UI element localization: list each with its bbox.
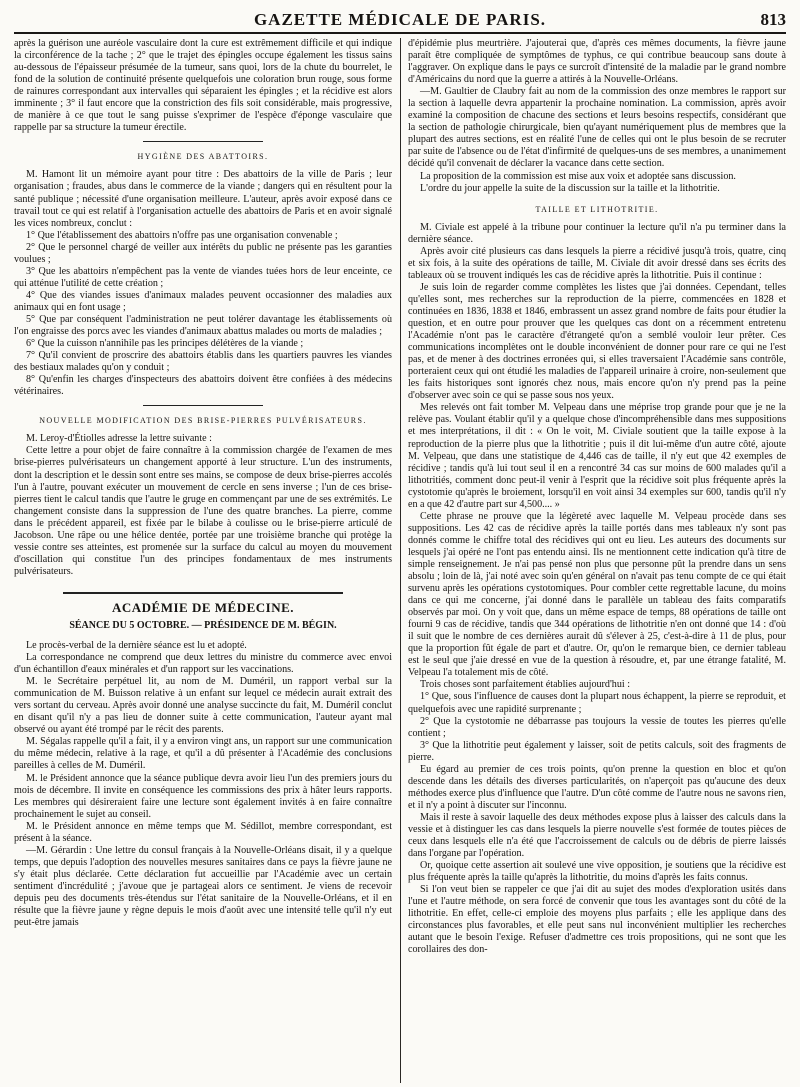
taille-paragraph: Après avoir cité plusieurs cas dans lesquels la pierre a récidivé jusqu'à trois, quatre, cinq et six fois, à la suite des opérations de taille, M. Civiale dit avoir dressé dans ses écrits des tableaux où se trouvent indiqués les cas de récidive après la lithotritie. Puis il continue : (408, 245, 786, 281)
hygiene-item: 4° Que des viandes issues d'animaux malades peuvent occasionner des maladies aux animaux qui en font usage ; (14, 289, 392, 313)
taille-paragraph: Or, quoique cette assertion ait soulevé une vive opposition, je soutiens que la récidive est plus fréquente après la taille qu'après la lithotritie, du moins d'après les faits connus. (408, 860, 786, 884)
column-divider (400, 38, 401, 1083)
section-divider (143, 405, 263, 406)
taille-paragraph: Je suis loin de regarder comme complètes les listes que j'ai données. Cependant, telles qu'elles sont, mes recherches sur la reproduction de la pierre, commencées en 1828 et continuées en 1836, 1838 et 1846, embrassent un assez grand nombre de faits pour étudier la question, et en outre pour prouver que les quelques cas dont on a récemment entretenu l'Académie n'ont pas le caractère d'étrangeté qu'on a semblé vouloir leur prêter. Ces communications incomplètes ont le double inconvénient de donner pour rare ce qui ne l'est pas, et de mener à des doctrines erronées qui, si elles traversaient l'Académie sans contrôle, porteraient ceux qui ont étudié les maladies de l'appareil urinaire à croire, non-seulement que les faits historiques sont ignorés chez nous, mais encore qu'on n'y prend pas la peine d'observer avec soin ce qui se passe sous nos yeux. (408, 281, 786, 402)
taille-paragraph: Si l'on veut bien se rappeler ce que j'ai dit au sujet des modes d'exploration usités dans l'une et l'autre méthode, on sera forcé de convenir que tous les avantages sont du côté de la lithotritie. En effet, celle-ci emploie des moyens plus parfaits ; elle les applique dans des circonstances plus favorables, et elle peut sans nul inconvénient multiplier les recherches autant que le besoin l'exige. Refuser d'admettre ces trois propositions, qui ne sont que les corollaires des don- (408, 884, 786, 956)
vote-paragraph: La proposition de la commission est mise aux voix et adoptée sans discussion. (420, 170, 736, 182)
academy-paragraph: La correspondance ne comprend que deux lettres du ministre du commerce avec envoi d'un échantillon d'eaux minérales et d'un rapport sur les vaccinations. (14, 652, 392, 676)
taille-item: 2° Que la cystotomie ne débarrasse pas toujours la vessie de toutes les pierres qu'elle contient ; (408, 715, 786, 739)
section-heading-hygiene: HYGIÈNE DES ABATTOIRS. (137, 152, 269, 162)
academy-paragraph: M. Ségalas rappelle qu'il a fait, il y a environ vingt ans, un rapport sur une communication du même médecin, relative à la rage, et qu'il a dû présenter à l'Académie des conclusions pareilles à celles de M. Duméril. (14, 736, 392, 772)
columns (14, 38, 786, 1083)
order-of-day-paragraph: L'ordre du jour appelle la suite de la discussion sur la taille et la lithotritie. (420, 182, 720, 194)
academy-paragraph: M. le Secrétaire perpétuel lit, au nom de M. Duméril, un rapport verbal sur la communication de M. Buisson relative à un enfant sur lequel ce médecin aurait extrait des vers sortant du cerveau. Après avoir donné une analyse succincte du fait, M. Duméril conclut en disant qu'il n'y a pas lieu de donner suite à cette communication, l'auteur ayant mal observé ou ayant été trompé par le récit des parents. (14, 676, 392, 736)
hygiene-item: 1° Que l'établissement des abattoirs n'offre pas une organisation convenable ; (26, 229, 338, 241)
taille-paragraph: Mes relevés ont fait tomber M. Velpeau dans une méprise trop grande pour que je ne la relève pas. Voulant établir qu'il y a quelque chose d'incompréhensible dans mes suppositions et mes interprétations, il dit : « On le voit, M. Civiale soutient que la taille expose à la reproduction de la pierre plus que la lithotritie ; puis il dit lui-même d'un autre côté, ajoute M. Velpeau, que dans une statistique de 4,446 cas de taille, il n'y eut que 42 exemples de récidive ; tandis qu'à lui tout seul il en a rencontré 34 cas sur moins de 600 malades qu'il a lithotritiés, comment donc peut-il venir à l'esprit que la récidive soit plus fréquente après la cystotomie qu'après le broiement, lorsqu'il en voit ainsi 34 exemples sur 600, tandis qu'il n'y en a que 42 d'autre part sur 4,500.... » (408, 402, 786, 510)
hygiene-item: 6° Que la cuisson n'annihile pas les principes délétères de la viande ; (26, 338, 304, 350)
taille-paragraph: Eu égard au premier de ces trois points, qu'on prenne la question en bloc et qu'on descende dans les détails des diverses particularités, on n'aperçoit pas qu'aucune des deux méthodes exerce plus d'influence que l'autre. D'un côté comme de l'autre nous ne savons rien, et il n'y a point à discuter sur l'inconnu. (408, 763, 786, 811)
journal-title: GAZETTE MÉDICALE DE PARIS. (253, 10, 547, 29)
seance-line: SÉANCE DU 5 OCTOBRE. — PRÉSIDENCE DE M. BÉGIN. (69, 619, 337, 631)
hygiene-item: 5° Que par conséquent l'administration ne peut tolérer davantage les établissements où l'on engraisse des porcs avec les viandes d'animaux abattus malades ou morts de maladies ; (14, 313, 392, 338)
brise-pierres-intro: M. Leroy-d'Étiolles adresse la lettre suivante : (26, 433, 212, 445)
taille-item: 1° Que, sous l'influence de causes dont la plupart nous échappent, la pierre se reproduit, et quelquefois avec une rapidité surprenante ; (408, 691, 786, 715)
hygiene-item: 2° Que le personnel chargé de veiller aux intérêts du public ne présente pas les garanties voulues ; (14, 241, 392, 265)
section-divider (143, 141, 263, 142)
academy-paragraph: M. le Président annonce en même temps que M. Sédillot, membre correspondant, est présent à la séance. (14, 820, 392, 844)
page-number: 813 (760, 10, 786, 29)
section-heading-brise-pierres: NOUVELLE MODIFICATION DES BRISE-PIERRES PULVÉRISATEURS. (39, 416, 367, 426)
hygiene-intro: M. Hamont lit un mémoire ayant pour titre : Des abattoirs de la ville de Paris ; leur organisation ; fraudes, abus dans le commerce de la viande ; dangers qui en résultent pour la santé publique ; nécessité d'une organisation meilleure. L'auteur, après avoir exposé dans ce travail tout ce qui est relatif à l'organisation actuelle des abattoirs de Paris et en avoir signalé les vices nombreux, conclut : (14, 169, 392, 229)
brise-pierres-body: Cette lettre a pour objet de faire connaître à la commission chargée de l'examen de mes brise-pierres pulvérisateurs un changement apporté à leur structure. L'un des instruments, dont la description et le dessin sont entre ses mains, se compose de deux brise-pierres accolés l'un à l'autre, pouvant exécuter un mouvement de cercle en sens inverse ; l'un de ces brise-pierres tient le calcul tandis que l'autre le gruge en commençant par une de ses extrémités. Le changement consiste dans la suppression de l'une des quatre branches. La pierre, comme dans le précédent appareil, est fixée par le bilabe à coulisse ou le brise-pierre articulé de Jacobson. Une râpe ou une hélice dentée, portée par une troisième branche qui protège la vessie contre ses atteintes, est promenée sur la surface du calcul au moyen du mouvement d'oscillation qui constitue l'un des principes fondamentaux de mes instruments pulvérisateurs. (14, 445, 392, 577)
academy-title: ACADÉMIE DE MÉDECINE. (111, 599, 295, 615)
hygiene-item: 3° Que les abattoirs n'empêchent pas la vente de viandes tuées hors de leur enceinte, ce qui atténue l'utilité de cette création ; (14, 265, 392, 289)
academy-paragraph: Le procès-verbal de la dernière séance est lu et adopté. (26, 640, 247, 652)
hygiene-item: 7° Qu'il convient de proscrire des abattoirs établis dans les quartiers pauvres les viandes des bestiaux malades qu'on y conduit ; (14, 350, 392, 374)
taille-item: 3° Que la lithotritie peut également y laisser, soit de petits calculs, soit des fragments de pierre. (408, 739, 786, 763)
section-heading-taille: TAILLE ET LITHOTRITIE. (535, 204, 659, 214)
taille-paragraph: Mais il reste à savoir laquelle des deux méthodes expose plus à laisser des calculs dans la vessie et à distinguer les cas dans lesquels la pierre nouvelle s'est formée de toutes pièces de ceux dans lesquels elle n'a été que l'accroissement de calculs ou de débris de pierre laissés dans l'organe par l'opération. (408, 811, 786, 860)
academy-paragraph: —M. Gérardin : Une lettre du consul français à la Nouvelle-Orléans disait, il y a quelque temps, que depuis l'adoption des nouvelles mesures sanitaires dans ce pays la fièvre jaune ne s'y était plus déclarée. Cette déclaration fut accueillie par l'Académie avec un certain sentiment d'incrédulité ; j'avoue que je partageai alors ce sentiment. Je viens de recevoir depuis peu des documents très-étendus sur l'état sanitaire de la Nouvelle-Orléans, et il en résulte que la fièvre jaune y règne depuis le mois d'août avec une intensité telle qu'il n'y eut peut-être jamais (14, 844, 392, 929)
taille-paragraph: M. Civiale est appelé à la tribune pour continuer la lecture qu'il n'a pu terminer dans la dernière séance. (408, 221, 786, 245)
right-column (408, 38, 786, 1083)
major-divider (63, 592, 343, 594)
page-header (14, 10, 786, 34)
continued-paragraph: d'épidémie plus meurtrière. J'ajouterai que, d'après ces mêmes documents, la fièvre jaune paraît être compliquée de symptômes de typhus, ce qui contribue beaucoup sans doute à l'aggraver. On explique dans le pays ce surcroît d'intensité de la maladie par le grand nombre d'Américains du nord que la guerre a attirés à la Nouvelle-Orléans. (408, 38, 786, 86)
continued-paragraph: après la guérison une auréole vasculaire dont la cure est extrêmement difficile et qui indique la circonférence de la tache ; 2° que le trajet des épingles occupe également les tissus sains au-dessous de l'épaisseur présumée de la tumeur, sans quoi, lors de la chute du bourrelet, le fond de la solution de continuité présente quelquefois une coloration brun rouge, sous forme de rainures correspondant aux intervalles qui séparaient les épingles ; et la récidive est alors imminente ; 3° il faut encore que la constriction des fils soit considérable, mais progressive, de manière à ce que tout le sang puisse s'exprimer de l'espèce d'éponge vasculaire que rappelle par sa structure la tumeur érectile. (14, 38, 392, 134)
taille-paragraph: Cette phrase ne prouve que la légèreté avec laquelle M. Velpeau procède dans ses suppositions. Les 42 cas de récidive après la taille portés dans mes tableaux n'y sont pas donnés comme le chiffre total des récidives qui ont eu lieu. Les auteurs des documents sur lesquels j'ai opéré ne l'ont pas entendu ainsi. Ils ne mentionnent cette indication qu'à titre de simple renseignement. Je n'ai pas pensé non plus que personne pût la prendre dans un sens absolu ; loin de là, j'ai noté avec soin qu'en général on n'avait pas tenu compte de ce qui était survenu après les opérations cystotomiques. Pour combler cette regrettable lacune, du moins dans ce qui me concerne, j'ai donné dans le parallèle un tableau des faits comparatifs observés par moi. On y voit que, dans un même espace de temps, 88 opérations de taille ont fourni 9 cas de récidive, tandis que 344 opérations de lithotritie n'en ont donné que 14 : d'où il suit que le nombre de ces dernières aurait dû s'élever à 25, c'est-à-dire à 11 de plus, pour que la proportion fût égale de part et d'autre. Or, qu'on le remarque bien, ce dernier tableau est le seul que j'aie dressé en vue de la question à résoudre, et, par une étrange fatalité, M. Velpeau l'a totalement mis de côté. (408, 510, 786, 679)
left-column (14, 38, 392, 1083)
hygiene-item: 8° Qu'enfin les charges d'inspecteurs des abattoirs doivent être confiées à des médecins vétérinaires. (14, 374, 392, 398)
taille-paragraph: Trois choses sont parfaitement établies aujourd'hui : (420, 679, 631, 691)
academy-paragraph: M. le Président annonce que la séance publique devra avoir lieu l'un des premiers jours du mois de décembre. Il invite en conséquence les commissions des prix à hâter leurs rapports. Les membres qui désireraient faire une lecture sont également invités à en faire connaître prochainement le sujet au conseil. (14, 772, 392, 820)
commission-paragraph: —M. Gaultier de Claubry fait au nom de la commission des onze membres le rapport sur la section à laquelle devra appartenir la prochaine nomination. La commission, après avoir examiné la composition de chacune des sections et leurs besoins respectifs, considérant que la section de pathologie chirurgicale, bien qu'ayant numériquement plus de membres que la plupart des autres sections, est en réalité l'une de celles qui ont le plus besoin de se recruter par suite de l'absence ou de l'état d'infirmité de quelques-uns de ses membres, a unanimement décidé qu'il convenait de déclarer la vacance dans cette section. (408, 86, 786, 170)
